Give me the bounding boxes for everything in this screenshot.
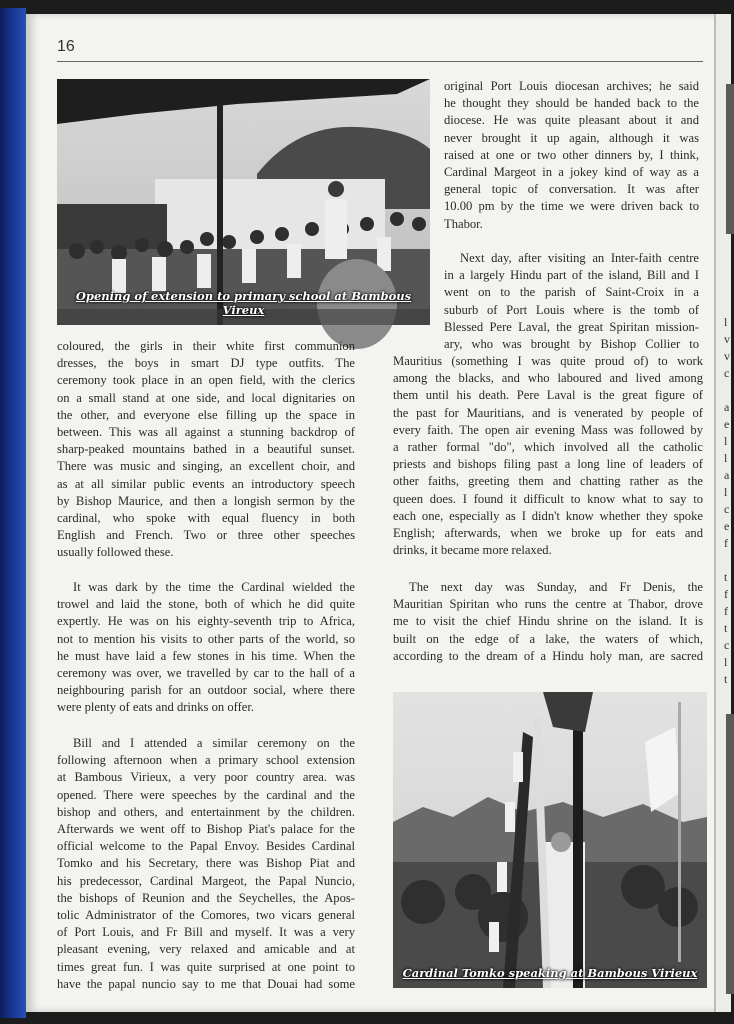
text-line: of Port Louis, and Fr Bill and myself. It was a very xyxy=(57,925,355,940)
text-line: 10.00 pm by the time we were driven back to xyxy=(444,199,699,214)
col1-para2 xyxy=(57,579,355,717)
text-line: as at all similar public events an introductory speech xyxy=(57,476,355,491)
text-line: Bill and I attended a similar ceremony on the xyxy=(73,736,355,750)
text-line: It was dark by the time the Cardinal wielded the xyxy=(73,580,355,594)
text-line: the past for Mauritians, and is venerated by people of xyxy=(393,405,703,420)
text-line: ary, who was brought by Bishop Collier to xyxy=(444,337,699,352)
page-number: 16 xyxy=(57,38,75,55)
text-line: the bishops of Reunion and the Seychelles, the Apos- xyxy=(57,890,355,905)
text-line: Afterwards we went off to Bishop Piat's palace for the xyxy=(57,822,355,837)
text-line: sharp-peaked mountains bathed in a beautiful sunset. xyxy=(57,442,355,457)
text-line: were plenty of eats and drinks on offer. xyxy=(57,700,255,715)
text-line: English; afterwards, when we broke up for eats and xyxy=(393,526,703,541)
text-line: official welcome to the Papal Envoy. Besides Cardinal xyxy=(57,839,355,854)
text-line: ceremony was over, we travelled by car to the hall of a xyxy=(57,666,355,681)
text-line: each one, especially as I didn't know whether they spoke xyxy=(393,508,703,523)
text-line: trowel and laid the stone, both of which he did quite xyxy=(57,597,355,612)
photo-cardinal-speaking xyxy=(393,692,707,988)
text-line: following afternoon when a primary school extension xyxy=(57,753,355,768)
text-line: Next day, after visiting an Inter-faith centre xyxy=(460,251,699,265)
col1-para3 xyxy=(57,735,355,993)
binding-spine xyxy=(0,8,26,1018)
col2-para2-cont xyxy=(393,353,703,559)
text-line: according to the dream of a Hindu holy man, are sacred xyxy=(393,648,703,663)
text-line: priests and bishops filing past a long line of leaders of xyxy=(393,457,703,472)
col2-para3 xyxy=(393,579,703,665)
text-line: bishop and others, and entertainment by the children. xyxy=(57,804,355,819)
col2-para2 xyxy=(444,250,699,353)
adjacent-photo-edge xyxy=(726,84,734,234)
header-rule xyxy=(57,61,703,62)
text-line: Cardinal Margeot in a jokey kind of way as a xyxy=(444,165,699,180)
text-line: by Bishop Maurice, and then a longish sermon by the xyxy=(57,493,355,508)
text-line: times great fun. I was quite surprised at one point to xyxy=(57,959,355,974)
text-line: me to visit the chief Hindu shrine on the island. It is xyxy=(393,614,703,629)
text-line: raised at one or two other dinners by, I think, xyxy=(444,147,699,162)
text-line: not to mention his visits to other parts of the world, so xyxy=(57,631,355,646)
photo-school-opening xyxy=(57,79,430,325)
adjacent-page-edge xyxy=(714,14,731,1012)
magazine-page xyxy=(26,14,716,1012)
text-line: other faiths, greeting them and chatting rather as the xyxy=(393,474,703,489)
text-line: a rather formal "do", which involved all the catholic xyxy=(393,440,703,455)
text-line: dresses, the boys in smart DJ type outfits. The xyxy=(57,356,355,371)
text-line: Blessed Pere Laval, the great Spiritan mission- xyxy=(444,319,699,334)
text-line: English and French. Two or three other speeches xyxy=(57,528,355,543)
text-line: Mauritian Spiritan who runs the centre at Thabor, drove xyxy=(393,597,703,612)
text-line: at Bambous Virieux, a very poor country area. was xyxy=(57,770,355,785)
adjacent-page-text: l v v c a e l l a l c e f t f f t c l t xyxy=(724,315,730,686)
text-line: between. This was all against a stunning backdrop of xyxy=(57,425,355,440)
text-line: The next day was Sunday, and Fr Denis, the xyxy=(409,580,703,594)
photo-school-opening-caption: Opening of extension to primary school at Bambous Vireux xyxy=(75,289,412,317)
text-line: never brought it up again, although it was xyxy=(444,130,699,145)
photo-cardinal-speaking-image xyxy=(393,692,707,988)
text-line: queen does. I found it difficult to know what to say to xyxy=(393,491,703,506)
text-line: built on the edge of a lake, the waters of which, xyxy=(393,631,703,646)
text-line: There was music and singing, an excellent choir, and xyxy=(57,459,355,474)
text-line: he thought they should be handed back to the xyxy=(444,96,699,111)
text-line: Mauritius (something I was quite proud of) to work xyxy=(393,354,703,368)
text-line: among the blacks, and who laboured and lived among xyxy=(393,371,703,386)
text-line: suburb of Port Louis where is the tomb of xyxy=(444,302,699,317)
text-line: cardinal, who spoke with equal fluency in both xyxy=(57,511,355,526)
text-line: pleasant evening, very relaxed and amicable and at xyxy=(57,942,355,957)
text-line: have the papal nuncio say to me that Douai had some xyxy=(57,976,355,991)
text-line: his predecessor, Cardinal Margeot, the Papal Nuncio, xyxy=(57,873,355,888)
text-line: the other, and everyone else filling up the space in xyxy=(57,407,355,422)
text-line: neighbouring parish for an outdoor social, where there xyxy=(57,683,355,698)
col1-para1 xyxy=(57,338,355,562)
photo-cardinal-speaking-caption: Cardinal Tomko speaking at Bambous Virieux xyxy=(402,966,698,980)
text-line: on a small stand at one side, and local dignitaries on xyxy=(57,390,355,405)
text-line: original Port Louis diocesan archives; he said xyxy=(444,79,699,93)
text-line: drinks, it became more relaxed. xyxy=(393,543,552,558)
text-line: Tomko and his Secretary, there was Bishop Piat and xyxy=(57,856,355,871)
text-line: coloured, the girls in their white first communion xyxy=(57,339,355,353)
text-line: opened. There were speeches by the cardinal and the xyxy=(57,787,355,802)
text-line: them until his death. Pere Laval is the great figure of xyxy=(393,388,703,403)
col2-para1 xyxy=(444,78,699,233)
text-line: in a largely Hindu part of the island, Bill and I xyxy=(444,268,699,283)
text-line: every faith. The open air evening Mass was followed by xyxy=(393,422,703,437)
text-line: tolic Administrator of the Comores, two vicars general xyxy=(57,908,355,923)
text-line: ceremony took place in an open field, with the clerics xyxy=(57,373,355,388)
text-line: Thabor. xyxy=(444,216,483,231)
text-line: expertly. He was on his eighty-seventh trip to Africa, xyxy=(57,614,355,629)
text-line: general topic of conversation. It was after xyxy=(444,182,699,197)
text-line: diocese. He was quite pleasant about it and xyxy=(444,113,699,128)
text-line: usually followed these. xyxy=(57,545,174,560)
text-line: he must have laid a few stones in his time. When the xyxy=(57,648,355,663)
text-line: went on to the parish of Saint-Croix in a xyxy=(444,285,699,300)
adjacent-photo-edge xyxy=(726,714,734,994)
